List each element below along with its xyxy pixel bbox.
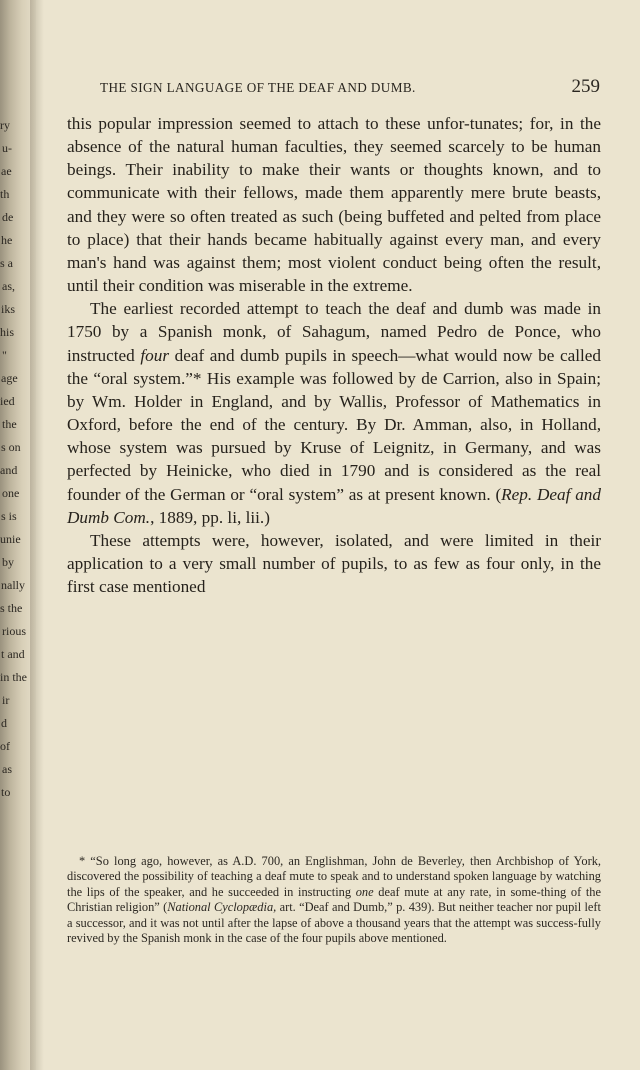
margin-fragment: his <box>0 325 15 339</box>
text-run: deaf and dumb pupils in speech—what would now be called the “oral system.”* His example was followed by de Carrion, also in Spain; by Wm. Holder in England, and by Wallis, Professor of Mathematics in Oxford, before the end of the century. By Dr. Amman, also, in Holland, whose system was pursued by Kruse of Leignitz, in Germany, and was perfected by Heinicke, who died in 1790 and is considered as the real founder of the German or “oral system” as at present known. ( <box>67 345 601 504</box>
margin-fragment: ied <box>0 394 15 408</box>
text-run: art. “Deaf and Dumb,” p. 439). But neither teacher nor pupil left a successor, and it was not until after the lapse of above a thousand years that the attempt was success-fully revived by the Spanish monk in the case of the four pupils above mentioned. <box>67 900 602 946</box>
margin-fragment: age <box>1 371 18 385</box>
running-head: THE SIGN LANGUAGE OF THE DEAF AND DUMB. <box>100 80 416 95</box>
text-run: * “So long ago, however, as A.D. 700, an Englishman, John de Beverley, then Archbishop of York, discovered the possibility of teaching a deaf mute to speak and to understand spoken language by watching the lips of the speaker, and he succeeded in instructing <box>67 854 601 899</box>
margin-fragment: as <box>2 762 12 776</box>
margin-fragment: s on <box>1 440 21 454</box>
italic-run: one <box>355 884 374 899</box>
margin-fragment: ir <box>2 693 10 707</box>
page-header <box>100 76 600 98</box>
margin-fragment: s the <box>0 601 23 615</box>
gutter-shadow <box>30 0 44 1070</box>
margin-fragment: s a <box>0 256 13 270</box>
paragraph: this popular impression seemed to attach to these unfor-tunates; for, in the absence of the natural human faculties, they seemed scarcely to be human beings. Their inability to make their wants or thoughts known, and to communicate with their fellows, made them apparently mere brute beasts, and they were so often treated as such (being buffeted and pelted from place to place) that their hands became habitually against every man, and every man's hand was against them; most violent conduct being often the result, until their condition was miserable in the extreme. <box>67 114 601 296</box>
margin-fragment: unie <box>0 532 21 546</box>
margin-fragment: of <box>0 739 10 753</box>
paragraph <box>67 297 601 529</box>
margin-fragment: one <box>2 486 20 500</box>
margin-fragment: " <box>2 348 7 362</box>
footnote-text <box>67 854 601 946</box>
margin-fragment: t and <box>1 647 25 661</box>
margin-fragment: nally <box>1 578 25 592</box>
paragraph: These attempts were, however, isolated, and were limited in their application to a very small number of pupils, to as few as four only, in the first case mentioned <box>67 530 601 597</box>
margin-fragment: iks <box>1 302 16 316</box>
margin-fragment: to <box>1 785 11 799</box>
margin-fragment: d <box>1 716 7 730</box>
italic-run: four <box>140 345 170 365</box>
margin-fragment: ae <box>1 164 12 178</box>
body-text <box>67 112 601 598</box>
margin-fragment: the <box>2 417 17 431</box>
margin-fragment: as, <box>2 279 15 293</box>
citation: Rep. Deaf and Dumb Com. <box>67 484 601 527</box>
footnote <box>67 854 601 946</box>
margin-fragment: and <box>0 463 18 477</box>
margin-fragment: de <box>2 210 14 224</box>
margin-fragment: in the <box>0 670 27 684</box>
margin-fragment: rious <box>2 624 26 638</box>
margin-fragment: he <box>1 233 13 247</box>
margin-fragment: by <box>2 555 14 569</box>
text-run: deaf mute at any rate, in some-thing of the Christian religion” ( <box>67 884 601 915</box>
text-run: The earliest recorded attempt to teach the deaf and dumb was made in 1750 by a Spanish monk, of Sahagum, named Pedro de Ponce, who instructed <box>67 299 601 365</box>
margin-fragment: th <box>0 187 10 201</box>
margin-fragment: u- <box>2 141 12 155</box>
citation: National Cyclopædia, <box>167 900 277 915</box>
text-run: , 1889, pp. li, lii.) <box>150 507 270 527</box>
margin-fragment: s is <box>1 509 17 523</box>
page-number: 259 <box>571 76 600 97</box>
margin-fragment: ry <box>0 118 10 132</box>
